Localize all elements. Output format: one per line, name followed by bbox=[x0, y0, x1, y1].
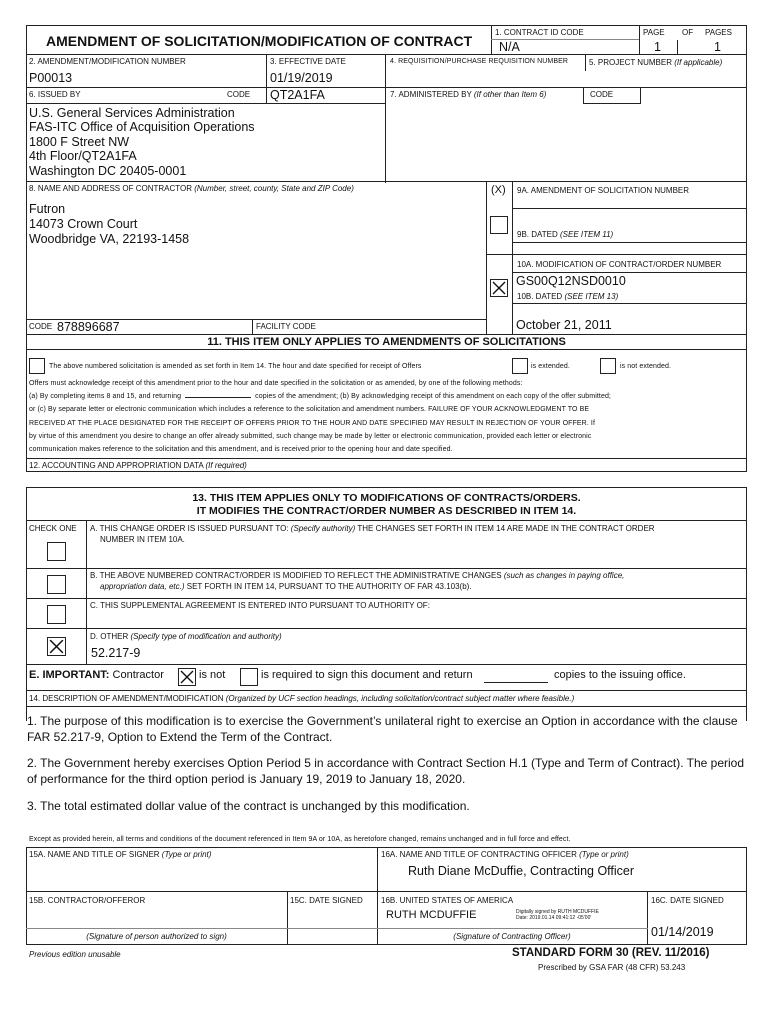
issued-code-label: CODE bbox=[227, 90, 251, 99]
effective-date-value: 01/19/2019 bbox=[270, 71, 333, 85]
checkbox-13d-checked[interactable] bbox=[47, 637, 66, 656]
checkbox-13a[interactable] bbox=[47, 542, 66, 561]
pages-value: 1 bbox=[714, 40, 721, 54]
contract-id-label: 1. CONTRACT ID CODE bbox=[495, 28, 584, 37]
checkbox-item-11[interactable] bbox=[29, 358, 45, 374]
contractor-code-label: CODE bbox=[29, 322, 53, 331]
issued-by-label: 6. ISSUED BY bbox=[29, 90, 81, 99]
checkbox-9a[interactable] bbox=[490, 216, 508, 234]
effective-date-label: 3. EFFECTIVE DATE bbox=[270, 57, 346, 66]
previous-edition-note: Previous edition unusable bbox=[29, 950, 121, 959]
amendment-9a-label: 9A. AMENDMENT OF SOLICITATION NUMBER bbox=[517, 186, 690, 195]
dated-10b-value: October 21, 2011 bbox=[516, 318, 612, 332]
issued-by-address: U.S. General Services Administration FAS-ITC Office of Acquisition Operations 1800 F Street NW 4th Floor/QT2A1FA Washington DC 20405-0001 bbox=[29, 106, 255, 178]
contractor-label: 8. NAME AND ADDRESS OF CONTRACTOR (Number, street, county, State and ZIP Code) bbox=[29, 184, 354, 193]
item-11-line7: communication makes reference to the solicitation and this amendment, and is received prior to the opening hour and date specified. bbox=[29, 446, 453, 453]
checkbox-is-required[interactable] bbox=[240, 668, 258, 686]
contractor-code-value: 878896687 bbox=[57, 320, 120, 334]
administered-code-label: CODE bbox=[590, 90, 614, 99]
item-13c-text: C. THIS SUPPLEMENTAL AGREEMENT IS ENTERED INTO PURSUANT TO AUTHORITY OF: bbox=[90, 601, 430, 610]
item-11-line1: The above numbered solicitation is amended as set forth in Item 14. The hour and date specified for receipt of Offers bbox=[49, 363, 422, 370]
page-label: PAGE bbox=[643, 28, 665, 37]
is-required-label: is required to sign this document and return bbox=[261, 669, 473, 681]
amendment-number-value: P00013 bbox=[29, 71, 73, 85]
amendment-number-label: 2. AMENDMENT/MODIFICATION NUMBER bbox=[29, 57, 186, 66]
checkbox-is-extended[interactable] bbox=[512, 358, 528, 374]
facility-code-label: FACILITY CODE bbox=[256, 322, 316, 331]
contractor-offeror-label: 15B. CONTRACTOR/OFFEROR bbox=[29, 896, 146, 905]
item-13-title-2: IT MODIFIES THE CONTRACT/ORDER NUMBER AS DESCRIBED IN ITEM 14. bbox=[196, 505, 577, 517]
requisition-number-label: 4. REQUISITION/PURCHASE REQUISITION NUMBER bbox=[390, 58, 569, 65]
officer-name-label: 16A. NAME AND TITLE OF CONTRACTING OFFICER (Type or print) bbox=[381, 850, 629, 859]
item-11-line3: (a) By completing items 8 and 15, and returning copies of the amendment; (b) By acknowledging receipt of this amendment on each copy of the offer submitted; bbox=[29, 393, 611, 400]
description-paragraph-1: 1. The purpose of this modification is to exercise the Government’s unilateral right to exercise an Option in accordance with the clause FAR 52.217-9, Option to Extend the Term of the Contract. bbox=[27, 714, 738, 744]
description-paragraph-3: 3. The total estimated dollar value of the contract is unchanged by this modification. bbox=[27, 799, 470, 813]
checkbox-is-not-extended[interactable] bbox=[600, 358, 616, 374]
checkbox-is-not-checked[interactable] bbox=[178, 668, 196, 686]
is-not-label: is not bbox=[199, 669, 226, 681]
contractor-address: Futron 14073 Crown Court Woodbridge VA, 22193-1458 bbox=[29, 202, 190, 246]
item-11-line5: RECEIVED AT THE PLACE DESIGNATED FOR THE RECEIPT OF OFFERS PRIOR TO THE HOUR AND DATE SPECIFIED MAY RESULT IN REJECTION OF YOUR OFFER. If bbox=[29, 420, 596, 427]
digital-signature-stamp: Digitally signed by RUTH MCDUFFIE Date: 2019.01.14 09:41:12 -05'00' bbox=[516, 909, 599, 921]
contract-id-value: N/A bbox=[499, 40, 520, 54]
project-number-label: 5. PROJECT NUMBER (If applicable) bbox=[589, 58, 723, 67]
checkbox-10a-checked[interactable] bbox=[490, 279, 508, 297]
item-11-line4: or (c) By separate letter or electronic communication which includes a reference to the solicitation and amendment numbers. FAILURE OF YOUR ACKNOWLEDGMENT TO BE bbox=[29, 406, 590, 413]
of-label: OF bbox=[682, 28, 694, 37]
item-13a-text: A. THIS CHANGE ORDER IS ISSUED PURSUANT TO: (Specify authority) THE CHANGES SET FORTH IN ITEM 14 ARE MADE IN THE CONTRACT ORDER bbox=[90, 524, 655, 533]
description-paragraph-2: 2. The Government hereby exercises Option Period 5 in accordance with Contract Section H.1 (Type and Term of Contract). The period of performance for the third option period is January 19, 2019 to January 18, 2020. bbox=[27, 756, 745, 786]
item-13b-text-2: appropriation data, etc.) SET FORTH IN ITEM 14, PURSUANT TO THE AUTHORITY OF FAR 43.103(b). bbox=[100, 582, 472, 591]
important-row: E. IMPORTANT: Contractor bbox=[29, 669, 164, 681]
form-title: AMENDMENT OF SOLICITATION/MODIFICATION OF CONTRACT bbox=[46, 33, 473, 49]
checkbox-13b[interactable] bbox=[47, 575, 66, 594]
except-statement: Except as provided herein, all terms and conditions of the document referenced in Item 9A or 10A, as heretofore changed, remains unchanged and in full force and effect. bbox=[29, 836, 571, 843]
item-13a-text-2: NUMBER IN ITEM 10A. bbox=[100, 535, 185, 544]
is-not-extended-label: is not extended. bbox=[620, 363, 672, 370]
officer-name-value: Ruth Diane McDuffie, Contracting Officer bbox=[408, 864, 635, 878]
signature-officer-caption: (Signature of Contracting Officer) bbox=[453, 932, 571, 941]
is-extended-label: is extended. bbox=[531, 363, 570, 370]
item-11-title: 11. THIS ITEM ONLY APPLIES TO AMENDMENTS OF SOLICITATIONS bbox=[207, 336, 566, 348]
modification-10a-value: GS00Q12NSD0010 bbox=[516, 274, 626, 288]
united-states-label: 16B. UNITED STATES OF AMERICA bbox=[381, 896, 514, 905]
prescribed-by: Prescribed by GSA FAR (48 CFR) 53.243 bbox=[538, 963, 686, 972]
standard-form-name: STANDARD FORM 30 (REV. 11/2016) bbox=[512, 947, 710, 959]
item-13-title-1: 13. THIS ITEM APPLIES ONLY TO MODIFICATIONS OF CONTRACTS/ORDERS. bbox=[192, 492, 581, 504]
page-value: 1 bbox=[654, 40, 661, 54]
item-11-line2: Offers must acknowledge receipt of this amendment prior to the hour and date specified in the solicitation or as amended, by one of the following methods: bbox=[29, 380, 523, 387]
item-13b-text: B. THE ABOVE NUMBERED CONTRACT/ORDER IS MODIFIED TO REFLECT THE ADMINISTRATIVE CHANGES (such as changes in paying office, bbox=[90, 571, 625, 580]
signature-person-caption: (Signature of person authorized to sign) bbox=[86, 932, 227, 941]
item-11-line6: by virtue of this amendment you desire to change an offer already submitted, such change may be made by letter or electronic communication, provided each letter or electronic bbox=[29, 433, 592, 440]
x-column-label: (X) bbox=[491, 184, 506, 196]
item-13d-value: 52.217-9 bbox=[91, 646, 141, 660]
dated-10b-label: 10B. DATED (SEE ITEM 13) bbox=[517, 292, 619, 301]
dated-9b-label: 9B. DATED (SEE ITEM 11) bbox=[517, 230, 614, 239]
administered-by-label: 7. ADMINISTERED BY (If other than Item 6) bbox=[390, 90, 547, 99]
copies-label: copies to the issuing office. bbox=[554, 669, 686, 681]
date-16c-value: 01/14/2019 bbox=[651, 925, 714, 939]
checkbox-13c[interactable] bbox=[47, 605, 66, 624]
description-label: 14. DESCRIPTION OF AMENDMENT/MODIFICATION (Organized by UCF section headings, including solicitation/contract subject matter where feasible.) bbox=[29, 694, 575, 703]
date-signed-16c-label: 16C. DATE SIGNED bbox=[651, 896, 724, 905]
accounting-label: 12. ACCOUNTING AND APPROPRIATION DATA (If required) bbox=[29, 461, 247, 470]
item-13d-text: D. OTHER (Specify type of modification and authority) bbox=[90, 632, 282, 641]
date-signed-15c-label: 15C. DATE SIGNED bbox=[290, 896, 363, 905]
modification-10a-label: 10A. MODIFICATION OF CONTRACT/ORDER NUMBER bbox=[517, 260, 722, 269]
issued-code-value: QT2A1FA bbox=[270, 88, 325, 102]
signer-name-label: 15A. NAME AND TITLE OF SIGNER (Type or print) bbox=[29, 850, 212, 859]
check-one-label: CHECK ONE bbox=[29, 524, 77, 533]
pages-label: PAGES bbox=[705, 28, 732, 37]
digital-signer-name: RUTH MCDUFFIE bbox=[386, 909, 477, 921]
